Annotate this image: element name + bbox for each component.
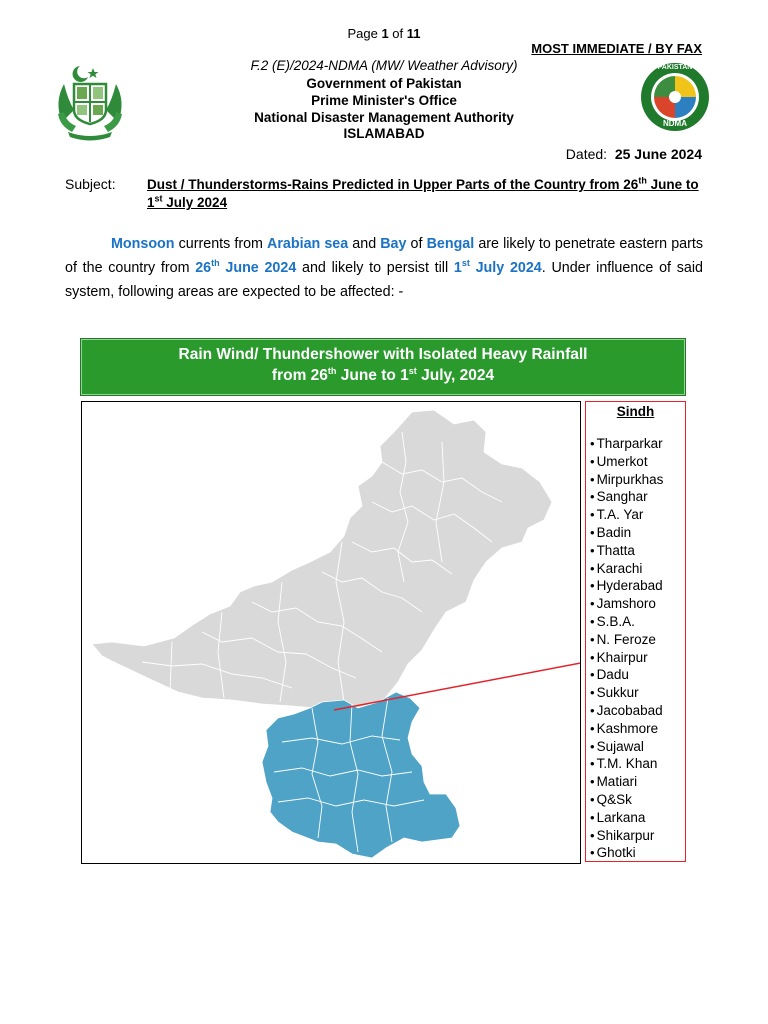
- district-list-panel: [585, 401, 686, 862]
- district-item: • T.M. Khan: [590, 755, 663, 773]
- highlight-text: Bay: [380, 236, 407, 252]
- advisory-paragraph: [65, 232, 703, 304]
- district-item: • Sukkur: [590, 684, 663, 702]
- banner-sup: st: [408, 365, 417, 376]
- district-item: • Thatta: [590, 542, 663, 560]
- ndma-logo-icon: [640, 62, 710, 132]
- page-total: 11: [406, 26, 421, 41]
- district-item: • Q&Sk: [590, 791, 663, 809]
- office-line: Prime Minister's Office: [311, 93, 457, 108]
- district-item: • Ghotki: [590, 844, 663, 862]
- date-part: July 2024: [469, 260, 542, 276]
- district-item: • Badin: [590, 524, 663, 542]
- subject-part: July 2024: [162, 195, 228, 210]
- pakistan-emblem-icon: [50, 62, 130, 142]
- body-text: of: [406, 236, 427, 252]
- page-label: Page: [347, 26, 382, 41]
- ndma-logo-bottom-text: NDMA: [663, 119, 687, 128]
- highlight-text: Arabian sea: [267, 236, 349, 252]
- district-item: • S.B.A.: [590, 613, 663, 631]
- date-part: 26: [195, 260, 212, 276]
- district-item: • Sanghar: [590, 488, 663, 506]
- subject-text: [147, 176, 703, 212]
- priority-label: MOST IMMEDIATE / BY FAX: [531, 41, 702, 56]
- page-number: [0, 26, 768, 41]
- date-sup: st: [461, 258, 470, 269]
- highlight-date: [195, 260, 296, 276]
- date-sup: th: [211, 258, 220, 269]
- district-item: • Matiari: [590, 773, 663, 791]
- subject-part: June to 1: [147, 177, 699, 210]
- reference-number: F.2 (E)/2024-NDMA (MW/ Weather Advisory): [250, 58, 518, 73]
- district-item: • Umerkot: [590, 453, 663, 471]
- subject-sup: st: [154, 193, 163, 204]
- body-text: currents from: [174, 236, 268, 252]
- date-part: June 2024: [219, 260, 297, 276]
- district-item: • N. Feroze: [590, 631, 663, 649]
- body-text: are likely to penetrate eastern parts of the country from: [65, 236, 703, 276]
- authority-line: National Disaster Management Authority: [254, 110, 514, 125]
- body-text: . Under influence of said system, following areas are expected to be affected: -: [65, 260, 703, 300]
- district-item: • Mirpurkhas: [590, 471, 663, 489]
- banner-line-1: Rain Wind/ Thundershower with Isolated Heavy Rainfall: [178, 346, 588, 363]
- subject-part: Dust / Thunderstorms-Rains Predicted in Upper Parts of the Country from 26: [147, 177, 639, 192]
- pakistan-outline: [92, 410, 552, 714]
- date-part: 1: [453, 260, 462, 276]
- district-item: • Sujawal: [590, 738, 663, 756]
- dated-value: 25 June 2024: [614, 146, 702, 162]
- subject-sup: th: [638, 175, 647, 186]
- sindh-highlight: [262, 692, 460, 858]
- district-item: • Tharparkar: [590, 435, 663, 453]
- body-text: and likely to persist till: [296, 260, 454, 276]
- page-current: 1: [381, 26, 389, 41]
- banner-part: July, 2024: [416, 367, 495, 384]
- highlight-date: [454, 260, 542, 276]
- gov-line: Government of Pakistan: [306, 76, 462, 91]
- district-item: • Larkana: [590, 809, 663, 827]
- subject-label: Subject:: [65, 176, 116, 192]
- district-item: • Khairpur: [590, 649, 663, 667]
- pakistan-map: [81, 401, 581, 864]
- body-text: and: [348, 236, 381, 252]
- page-of: of: [388, 26, 407, 41]
- dated-label: Dated:: [565, 146, 608, 162]
- forecast-banner: [80, 338, 686, 396]
- district-item: • Jamshoro: [590, 595, 663, 613]
- district-item: • Dadu: [590, 666, 663, 684]
- banner-sup: th: [327, 365, 337, 376]
- district-item: • Hyderabad: [590, 577, 663, 595]
- district-item: • Shikarpur: [590, 827, 663, 845]
- banner-part: from 26: [271, 367, 328, 384]
- region-title: Sindh: [616, 404, 655, 419]
- highlight-text: Monsoon: [111, 236, 175, 252]
- city-line: ISLAMABAD: [343, 126, 425, 141]
- banner-line-2: [81, 365, 685, 386]
- district-list: [590, 435, 663, 862]
- district-item: • T.A. Yar: [590, 506, 663, 524]
- banner-part: June to 1: [336, 367, 409, 384]
- map-svg: [82, 402, 580, 863]
- district-item: • Karachi: [590, 560, 663, 578]
- highlight-text: Bengal: [426, 236, 475, 252]
- district-item: • Kashmore: [590, 720, 663, 738]
- date-line: [566, 146, 702, 162]
- district-item: • Jacobabad: [590, 702, 663, 720]
- ndma-logo-top-text: PAKISTAN: [657, 64, 693, 71]
